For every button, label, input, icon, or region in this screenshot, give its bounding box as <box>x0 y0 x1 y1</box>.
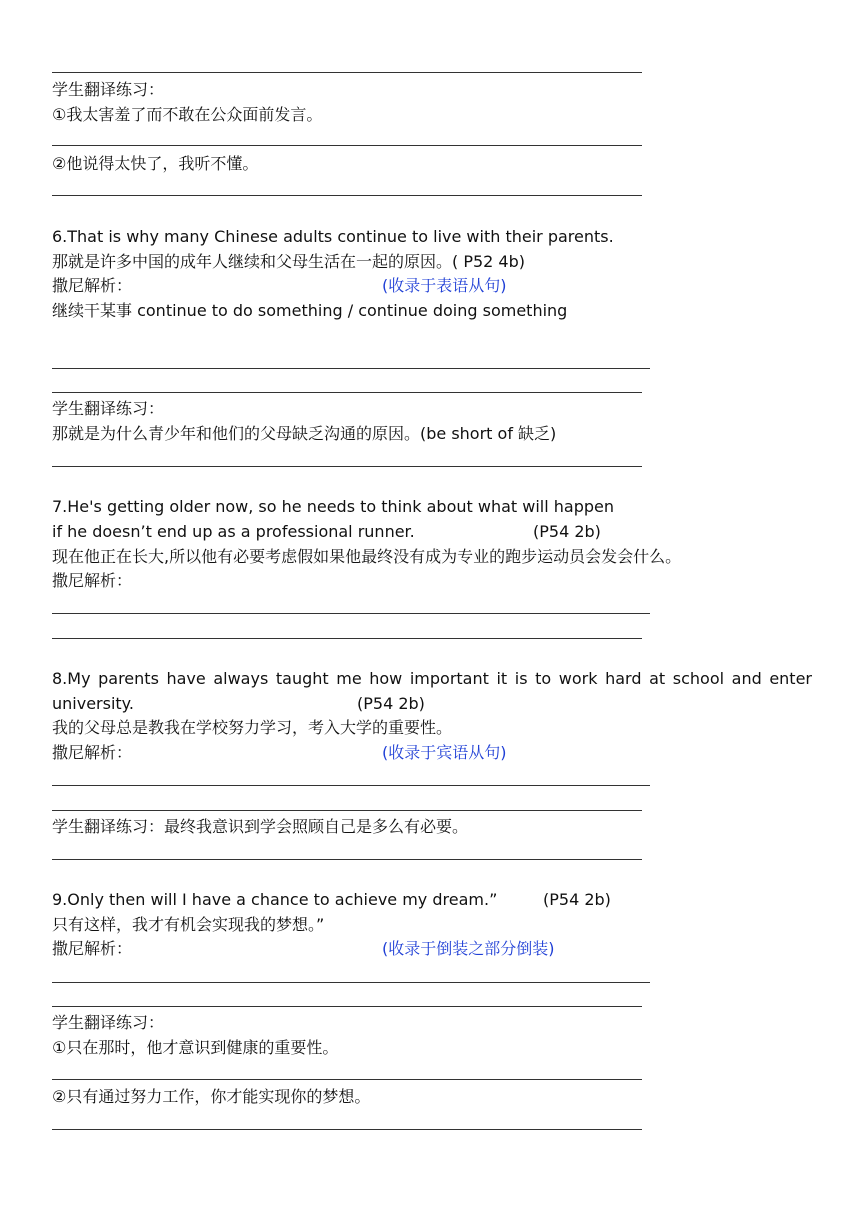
analysis-label: 撒尼解析： <box>52 571 133 590</box>
answer-line <box>52 195 642 196</box>
practice-sentence: 学生翻译练习：最终我意识到学会照顾自己是多么有必要。 <box>52 817 469 836</box>
answer-line <box>52 1006 642 1007</box>
practice-sentence: ②他说得太快了，我听不懂。 <box>52 154 259 173</box>
chinese-translation: 现在他正在长大,所以他有必要考虑假如果他最终没有成为专业的跑步运动员会发会什么。 <box>52 547 682 566</box>
page-reference: (P54 2b) <box>357 694 425 713</box>
practice-label: 学生翻译练习： <box>52 399 165 418</box>
practice-sentence: ①我太害羞了而不敢在公众面前发言。 <box>52 105 323 124</box>
analysis-label: 撒尼解析： <box>52 939 133 958</box>
analysis-label: 撒尼解析： <box>52 743 133 762</box>
english-sentence: if he doesn’t end up as a professional runner. <box>52 522 415 541</box>
answer-line <box>52 1079 642 1080</box>
answer-line <box>52 859 642 860</box>
category-note: (收录于倒装之部分倒装) <box>382 939 555 958</box>
practice-sentence: ②只有通过努力工作，你才能实现你的梦想。 <box>52 1087 371 1106</box>
category-note: (收录于宾语从句) <box>382 743 507 762</box>
practice-sentence: ①只在那时，他才意识到健康的重要性。 <box>52 1038 339 1057</box>
answer-line <box>52 72 642 73</box>
answer-line <box>52 368 650 369</box>
answer-line <box>52 785 650 786</box>
english-sentence: university. <box>52 694 134 713</box>
answer-line <box>52 982 650 983</box>
english-sentence: 7.He's getting older now, so he needs to think about what will happen <box>52 497 614 516</box>
practice-label: 学生翻译练习： <box>52 80 165 99</box>
category-note: (收录于表语从句) <box>382 276 507 295</box>
answer-line <box>52 638 642 639</box>
answer-line <box>52 392 642 393</box>
answer-line <box>52 466 642 467</box>
analysis-label: 撒尼解析： <box>52 276 133 295</box>
chinese-translation: 我的父母总是教我在学校努力学习，考入大学的重要性。 <box>52 718 453 737</box>
answer-line <box>52 145 642 146</box>
answer-line <box>52 1129 642 1130</box>
chinese-translation: 只有这样，我才有机会实现我的梦想。” <box>52 915 325 934</box>
english-sentence: 8.My parents have always taught me how important it is to work hard at school and enter <box>52 669 812 688</box>
answer-line <box>52 613 650 614</box>
practice-label: 学生翻译练习： <box>52 1013 165 1032</box>
english-sentence: 9.Only then will I have a chance to achieve my dream.” <box>52 890 498 909</box>
phrase-note: 继续干某事 continue to do something / continue doing something <box>52 301 568 320</box>
english-sentence: 6.That is why many Chinese adults continue to live with their parents. <box>52 227 614 246</box>
chinese-translation: 那就是许多中国的成年人继续和父母生活在一起的原因。( P52 4b) <box>52 252 526 271</box>
practice-sentence: 那就是为什么青少年和他们的父母缺乏沟通的原因。(be short of 缺乏) <box>52 424 557 443</box>
page-reference: (P54 2b) <box>533 522 601 541</box>
page-reference: (P54 2b) <box>543 890 611 909</box>
answer-line <box>52 810 642 811</box>
